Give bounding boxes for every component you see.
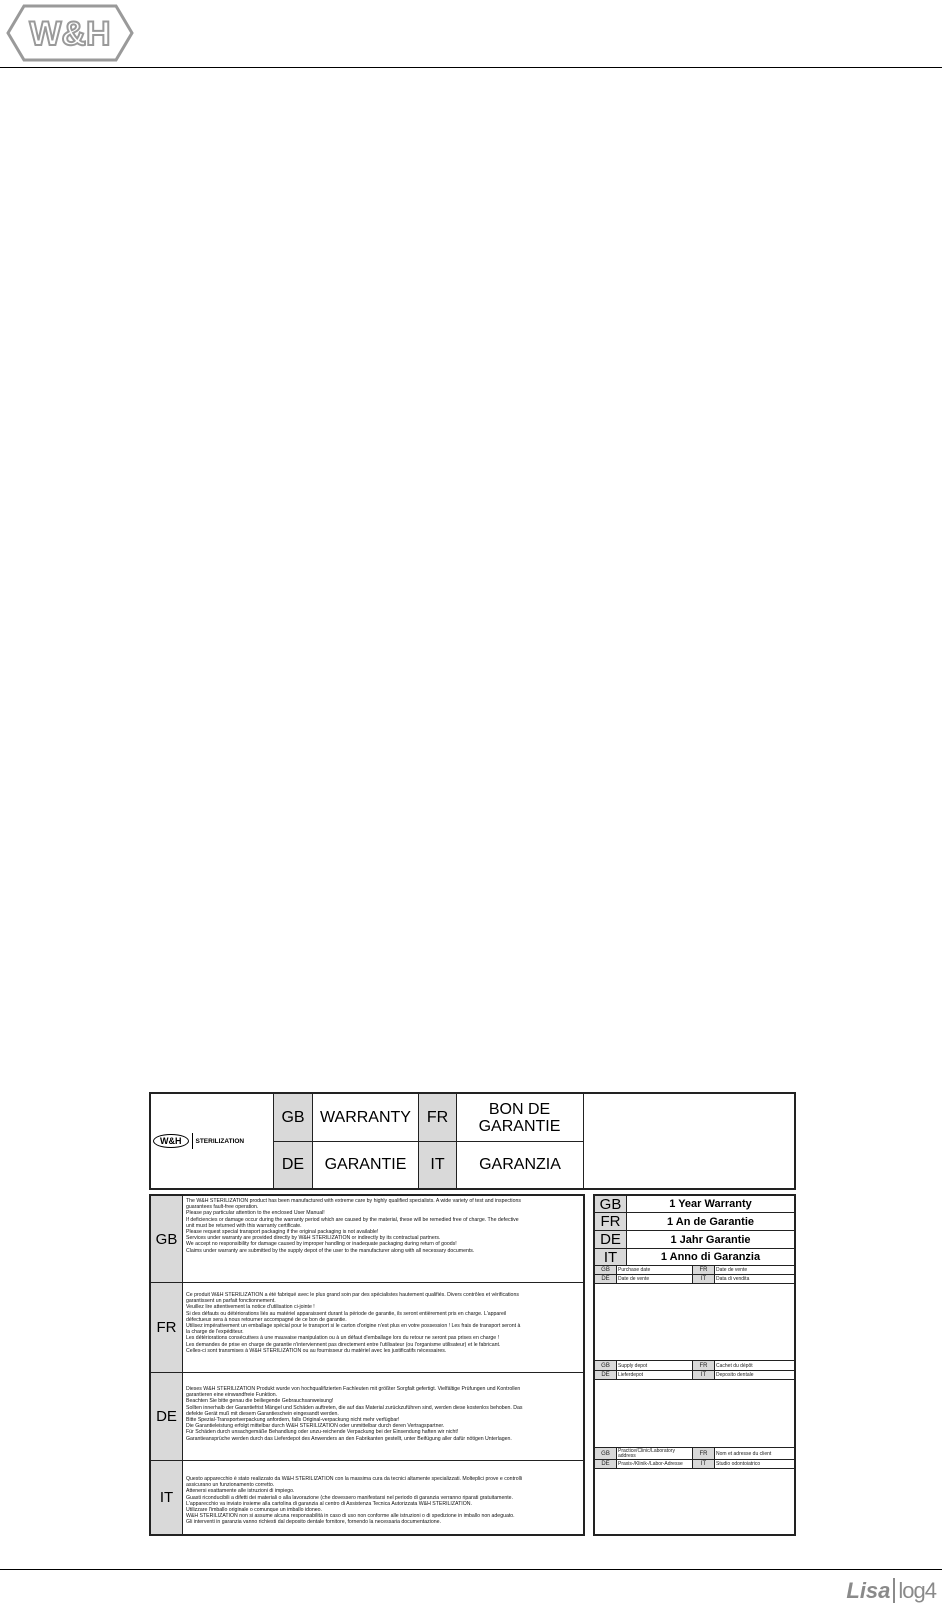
title-code-gb: GB <box>274 1094 312 1141</box>
title-code-it: IT <box>419 1142 456 1188</box>
field1-code-fr: FR <box>693 1266 714 1274</box>
wh-logo <box>6 4 134 62</box>
field3-label-de: Praxis-/Klinik-/Labor-Adresse <box>618 1461 683 1467</box>
footer-brand-part2: log4 <box>893 1578 936 1603</box>
section-text-de: Dieses W&H STERILIZATION Produkt wurde von hochqualifizierten Fachleuten mit größter Sorgfalt gefertigt. Vielfältige Prüfungen und Kontrollen garantieren eine einwandfreie Funktion. Beachten Sie bitte genau die beiliegende Gebrauchsanweisung! Sollten innerhalb der Garantiefrist Mängel und Schäden auftreten, die auf das Material zurückzuführen sind, werden diese kostenlos behoben. Das defekte Gerät muß mit diesem Garantieschein eingesandt werden. Bitte Spezial-Transportverpackung anfordern, falls Original-verpackung nicht mehr verfügbar! Die Garantieleistung erfolgt mittelbar durch W&H STERILIZATION oder unmittelbar durch deren Vertragspartner. Für Schäden durch unsachgemäße Behandlung oder unzu-reichende Verpackung bei der Einsendung haften wir nicht! Garantieansprüche werden durch das Lieferdepot des Anwenders an den Fabrikanten gestellt, unter Beifügung aller dafür nötigen Unterlagen. <box>186 1386 523 1442</box>
field3-code-de: DE <box>595 1460 616 1468</box>
field1-label-de: Date de vente <box>618 1276 650 1282</box>
section-code-de: DE <box>151 1373 182 1460</box>
field1-code-gb: GB <box>595 1266 616 1274</box>
field1-code-it: IT <box>693 1275 714 1283</box>
field3-label-it: Studio odontoiatrico <box>716 1461 761 1467</box>
brand-divider <box>192 1133 193 1149</box>
field3-code-it: IT <box>693 1460 714 1468</box>
footer-brand-part1: Lisa <box>846 1578 891 1603</box>
field3-code-gb: GB <box>595 1448 616 1459</box>
field3-code-fr: FR <box>693 1448 714 1459</box>
title-code-de: DE <box>274 1142 312 1188</box>
warranty-code-fr: FR <box>595 1213 626 1230</box>
footer-brand <box>846 1578 936 1604</box>
title-garantie: GARANTIE <box>324 1156 407 1173</box>
warranty-code-it: IT <box>595 1249 626 1265</box>
warranty-code-de: DE <box>595 1231 626 1248</box>
warranty-text-fr: 1 An de Garantie <box>666 1215 754 1228</box>
title-warranty: WARRANTY <box>320 1108 411 1126</box>
section-code-it: IT <box>151 1461 182 1534</box>
field2-code-gb: GB <box>595 1361 616 1370</box>
header-rule <box>0 67 942 68</box>
warranty-card <box>149 1092 796 1536</box>
section-code-gb: GB <box>151 1196 182 1282</box>
field2-label-de: Lieferdepot <box>618 1372 644 1378</box>
field2-label-it: Deposito dentale <box>716 1372 754 1378</box>
field1-label-fr: Date de vente <box>716 1267 748 1273</box>
title-code-fr: FR <box>419 1094 456 1141</box>
section-text-fr: Ce produit W&H STERILIZATION a été fabriqué avec le plus grand soin par des spécialistes hautement qualifiés. Divers contrôles et vérifications garantissent un parfait fonctionnement. Veuillez lire attentivement la notice d'utilisation ci-jointe ! Si des défauts ou détériorations liés au matériel apparaissent durant la période de garantie, ils seront entièrement pris en charge. L'appareil défectueux sera à nous retourner accompagné de ce bon de garantie. Utilisez impérativement un emballage spécial pour le transport si le carton d'origine n'est plus en votre possession ! Les frais de transport seront à la charge de l'expéditeur. Les détériorations consécutives à une mauvaise manipulation ou à un défaut d'emballage lors du retour ne seront pas prises en charge ! Les demandes de prise en charge de garantie n'interviennent pas directement entre l'utilisateur (ou l'organisme utilisateur) et le fabricant. Celles-ci sont transmises à W&H STERILIZATION ou au fournisseur du matériel avec les justificatifs nécessaires. <box>186 1292 521 1354</box>
title-garanzia: GARANZIA <box>479 1156 561 1173</box>
field1-label-gb: Purchase date <box>618 1267 651 1273</box>
field2-code-de: DE <box>595 1371 616 1379</box>
brand-oval: W&H <box>153 1134 189 1148</box>
field1-label-it: Data di vendita <box>716 1276 750 1282</box>
footer-rule <box>0 1569 942 1570</box>
section-code-fr: FR <box>151 1283 182 1372</box>
field1-code-de: DE <box>595 1275 616 1283</box>
wh-logo-badge <box>6 4 134 62</box>
warranty-text-it: 1 Anno di Garanzia <box>660 1251 761 1263</box>
warranty-text-gb: 1 Year Warranty <box>669 1198 752 1210</box>
section-text-it: Questo apparecchio è stato realizzato da W&H STERILIZATION con la massima cura da tecnici altamente specializzati. Molteplici prove e controlli assicurano un funzionamento corretto. Attenersi esattamente alle istruzioni di impiego. Guasti riconducibili a difetti dei materiali o alla lavorazione (che dovessero manifestarsi nel periodo di garanzia verranno riparati gratuitamente. L'apparecchio va inviato insieme alla cartolina di garanzia al centro di Assistenza Tecnica Autorizzata W&H STERILIZATION. Utilizzare l'imballo originale o comunque un imballo idoneo. W&H STERILIZATION non si assume alcuna responsabilità in caso di uso non conforme alle istruzioni o di spedizione in imballo non adeguato. Gli interventi in garanzia vanno richiesti dal deposito dentale fornitore, fornendo la necessaria documentazione. <box>186 1476 523 1526</box>
section-text-gb: The W&H STERILIZATION product has been manufactured with extreme care by highly qualified specialists. A wide variety of test and inspections guarantees fault-free operation. Please pay particular attention to the enclosed User Manual! If deficiencies or damage occur during the warranty period which are caused by the material, these will be remedied free of charge. The defective unit must be returned with this warranty certificate. Please request special transport packaging if the original packaging is not available! Services under warranty are provided directly by W&H STERILIZATION or indirectly by its contractual partners. We accept no responsibility for damage caused by improper handling or inadequate packaging during return of goods! Claims under warranty are submitted by the supply depot of the user to the manufacturer along with all necessary documents. <box>186 1198 521 1254</box>
wh-logo-text: W&H <box>29 15 111 53</box>
field3-label-gb: Practice/Clinic/Laboratory address <box>618 1447 675 1459</box>
sterilization-brand <box>153 1130 271 1152</box>
warranty-text-de: 1 Jahr Garantie <box>670 1233 751 1246</box>
field2-code-fr: FR <box>693 1361 714 1370</box>
field2-code-it: IT <box>693 1371 714 1379</box>
field2-label-gb: Supply depot <box>618 1362 648 1369</box>
field2-label-fr: Cachet du dépôt <box>716 1362 753 1369</box>
warranty-code-gb: GB <box>595 1196 626 1212</box>
brand-suffix: STERILIZATION <box>195 1137 245 1145</box>
title-bon-de-garantie: BON DE GARANTIE <box>478 1100 561 1135</box>
field3-label-fr: Nom et adresse du client <box>716 1450 772 1457</box>
